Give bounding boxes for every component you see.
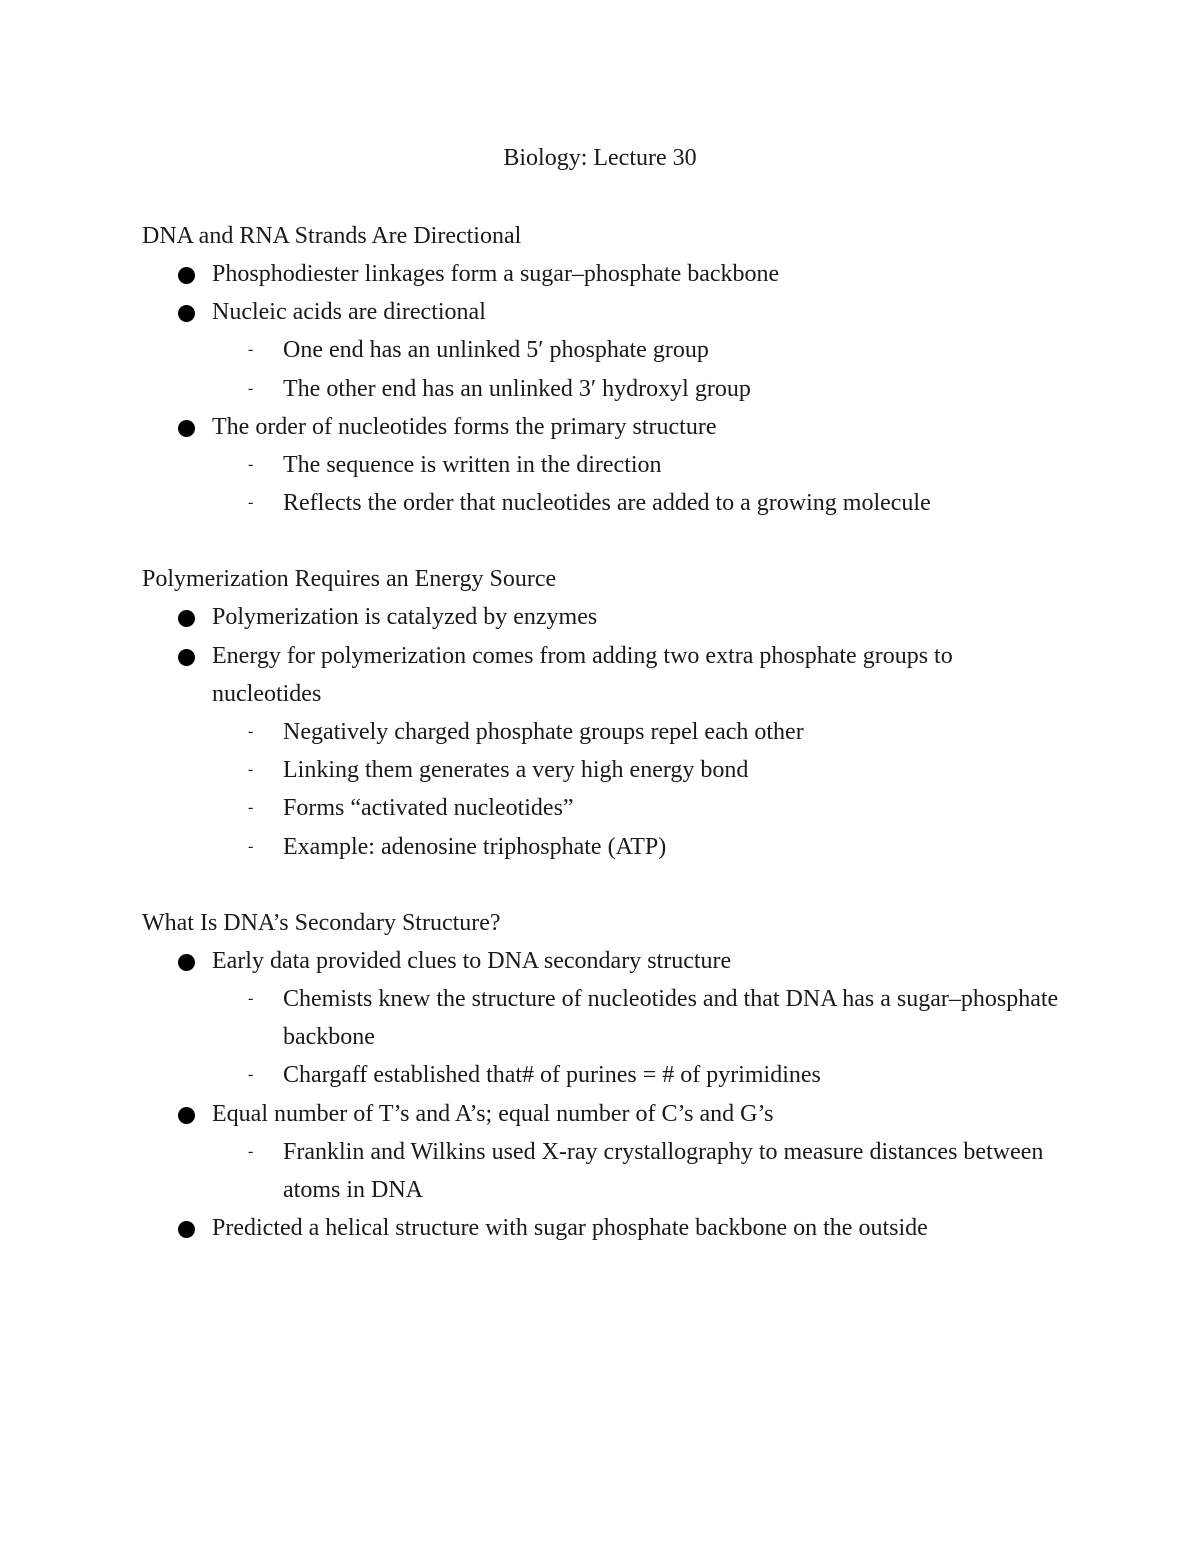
bullet-item (142, 255, 1062, 293)
sub-bullet-text: Reflects the order that nucleotides are added to a growing molecule (283, 490, 931, 517)
document-title: Biology: Lecture 30 (503, 145, 697, 171)
sub-bullet-text: Franklin and Wilkins used X-ray crystallography to measure distances between atoms in DNA (283, 1138, 1044, 1204)
bullet-list (142, 598, 1062, 865)
bullet-dot-icon (178, 954, 195, 971)
document-body (142, 217, 1062, 1247)
bullet-text: Energy for polymerization comes from adding two extra phosphate groups to nucleotides (212, 642, 953, 707)
notes-section (142, 904, 1062, 1248)
notes-section (142, 217, 1062, 522)
bullet-list (142, 255, 1062, 522)
bullet-dot-icon (178, 649, 195, 666)
dash-icon: - (248, 456, 254, 474)
sub-bullet-text: The other end has an unlinked 3′ hydroxyl group (283, 375, 751, 402)
dash-icon: - (248, 990, 254, 1008)
bullet-dot-icon (178, 1221, 195, 1238)
dash-icon: - (248, 379, 254, 397)
sub-bullet-item (212, 331, 1062, 369)
bullet-dot-icon (178, 267, 195, 284)
section-heading: What Is DNA’s Secondary Structure? (142, 909, 501, 936)
bullet-text: Predicted a helical structure with sugar phosphate backbone on the outside (212, 1215, 928, 1242)
sub-bullet-text: Linking them generates a very high energy bond (283, 757, 749, 784)
sub-bullet-list (212, 446, 1062, 522)
bullet-dot-icon (178, 305, 195, 322)
sub-bullet-text: Chemists knew the structure of nucleotides and that DNA has a sugar–phosphate backbone (283, 986, 1059, 1051)
bullet-item (142, 1095, 1062, 1210)
sub-bullet-text: Forms “activated nucleotides” (283, 795, 574, 822)
sub-bullet-text: Example: adenosine triphosphate (ATP) (283, 833, 667, 860)
sub-bullet-list (212, 980, 1062, 1095)
sub-bullet-item (212, 1056, 1062, 1094)
sub-bullet-item (212, 484, 1062, 522)
bullet-text: Early data provided clues to DNA secondary structure (212, 947, 732, 974)
sub-bullet-text: One end has an unlinked 5′ phosphate group (283, 337, 709, 364)
sub-bullet-text: Chargaff established that# of purines = # of pyrimidines (283, 1062, 821, 1089)
dash-icon: - (248, 799, 254, 817)
sub-bullet-item (212, 828, 1062, 866)
dash-icon: - (248, 837, 254, 855)
dash-icon: - (248, 1066, 254, 1084)
bullet-item (142, 408, 1062, 523)
bullet-dot-icon (178, 1107, 195, 1124)
sub-bullet-item (212, 751, 1062, 789)
sub-bullet-item (212, 713, 1062, 751)
bullet-text: Nucleic acids are directional (212, 299, 486, 326)
bullet-list (142, 942, 1062, 1248)
sub-bullet-list (212, 713, 1062, 866)
section-heading: DNA and RNA Strands Are Directional (142, 223, 522, 249)
bullet-dot-icon (178, 420, 195, 437)
notes-section (142, 560, 1062, 865)
sub-bullet-list (212, 1133, 1062, 1209)
bullet-item (142, 942, 1062, 1095)
bullet-text: Phosphodiester linkages form a sugar–phosphate backbone (212, 261, 780, 287)
bullet-item (142, 598, 1062, 636)
bullet-item (142, 1209, 1062, 1247)
dash-icon: - (248, 341, 254, 359)
sub-bullet-item (212, 980, 1062, 1056)
bullet-text: Equal number of T’s and A’s; equal number of C’s and G’s (212, 1100, 774, 1127)
dash-icon: - (248, 723, 254, 741)
bullet-item (142, 637, 1062, 866)
dash-icon: - (248, 1142, 254, 1160)
bullet-dot-icon (178, 610, 195, 627)
sub-bullet-item (212, 446, 1062, 484)
sub-bullet-item (212, 789, 1062, 827)
bullet-text: The order of nucleotides forms the primary structure (212, 413, 717, 440)
dash-icon: - (248, 761, 254, 779)
sub-bullet-item (212, 370, 1062, 408)
bullet-text: Polymerization is catalyzed by enzymes (212, 604, 598, 631)
sub-bullet-text: The sequence is written in the direction (283, 452, 662, 479)
dash-icon: - (248, 494, 254, 512)
bullet-item (142, 293, 1062, 408)
sub-bullet-item (212, 1133, 1062, 1209)
sub-bullet-text: Negatively charged phosphate groups repel each other (283, 719, 804, 746)
sub-bullet-list (212, 331, 1062, 407)
section-heading: Polymerization Requires an Energy Source (142, 566, 557, 593)
